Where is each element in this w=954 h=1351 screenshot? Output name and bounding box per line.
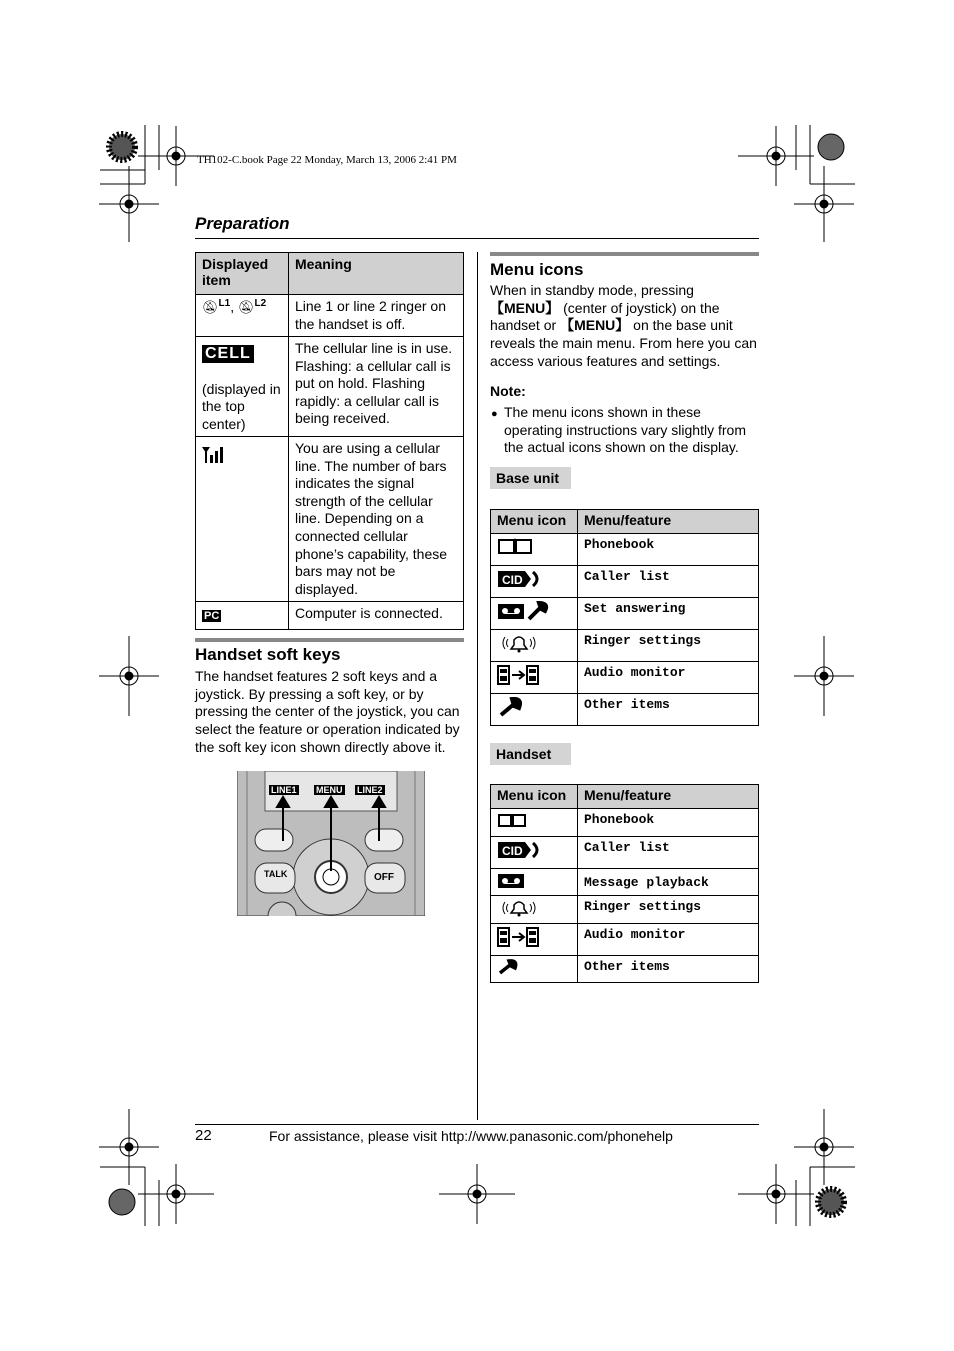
menu-key-text: MENU [504, 299, 546, 316]
page-number: 22 [195, 1127, 212, 1144]
feature-name: Other items [578, 956, 759, 983]
table-row [491, 534, 759, 566]
feature-name: Caller list [578, 566, 759, 598]
menu-key-text-2: MENU [574, 317, 616, 334]
off-key-label: OFF [374, 872, 394, 883]
table-row [491, 837, 759, 869]
ringer-settings-icon [497, 633, 541, 653]
bullet-icon: ● [491, 408, 498, 420]
handset-label: Handset [490, 743, 571, 765]
line2-key-label: LINE2 [357, 785, 383, 795]
header-menu-icon: Menu icon [491, 510, 578, 534]
signal-bars-icon [202, 445, 226, 465]
section-rule [490, 252, 759, 256]
header-rule [195, 238, 759, 239]
pc-icon: PC [204, 610, 220, 623]
caller-list-icon [497, 840, 541, 860]
header-menu-icon: Menu icon [491, 785, 578, 809]
footer-rule [195, 1124, 759, 1125]
other-items-icon [497, 697, 527, 717]
table-row [491, 924, 759, 956]
feature-name: Caller list [578, 837, 759, 869]
phonebook-icon [497, 812, 527, 828]
cid-text: CID [502, 573, 523, 587]
feature-name: Audio monitor [578, 662, 759, 694]
section-title: Preparation [195, 214, 290, 233]
table-row [491, 956, 759, 983]
header-menu-feature: Menu/feature [578, 785, 759, 809]
message-playback-icon [497, 873, 525, 889]
intro-text-3: on the base unit reveals the main menu. From here you can access various features and settings. [490, 317, 757, 369]
item-note: (displayed in the top center) [202, 380, 281, 432]
table-row [196, 337, 464, 437]
talk-key-label: TALK [264, 869, 288, 879]
header-displayed-item: Displayed item [196, 253, 289, 295]
phonebook-icon [497, 537, 533, 555]
header-meaning: Meaning [289, 253, 464, 295]
table-row [196, 437, 464, 602]
feature-name: Other items [578, 694, 759, 726]
table-row [491, 566, 759, 598]
handset-illustration [237, 771, 425, 916]
line2-label: L2 [254, 298, 267, 309]
other-items-icon [497, 959, 521, 975]
print-header: TH102-C.book Page 22 Monday, March 13, 2006 2:41 PM [197, 154, 457, 166]
line1-key-label: LINE1 [271, 785, 297, 795]
display-items-table [195, 252, 464, 630]
base-unit-label: Base unit [490, 467, 571, 489]
meaning-text: You are using a cellular line. The number of bars indicates the signal strength of the cellular line. Depending on a connected cellular phone’s capability, these bars may not be displayed. [289, 437, 464, 602]
table-row [491, 869, 759, 896]
feature-name: Ringer settings [578, 630, 759, 662]
meaning-text: The cellular line is in use. Flashing: a cellular call is put on hold. Flashing rapidly: a cellular call is being received. [289, 337, 464, 437]
base-unit-menu-table [490, 509, 759, 726]
table-row [196, 295, 464, 337]
feature-name: Audio monitor [578, 924, 759, 956]
caller-list-icon [497, 569, 541, 589]
menu-key-label: MENU [316, 785, 343, 795]
cid-text: CID [502, 844, 523, 858]
cell-icon: CELL [202, 345, 254, 363]
audio-monitor-icon [497, 665, 541, 685]
note-label: Note: [490, 383, 526, 399]
menu-key-ref: 【MENU】 [490, 299, 560, 316]
ringer-settings-icon [497, 899, 541, 917]
menu-icons-intro [490, 282, 762, 371]
footer-text: For assistance, please visit http://www.panasonic.com/phonehelp [269, 1128, 673, 1144]
set-answering-icon [497, 601, 553, 621]
feature-name: Set answering [578, 598, 759, 630]
ringer-off-line-icons: 🔕︎$^{L1}$, 🔕︎$^{L2}$ [196, 295, 289, 337]
table-row [196, 602, 464, 630]
menu-key-ref-2: 【MENU】 [560, 317, 630, 334]
meaning-text: Computer is connected. [289, 602, 464, 630]
table-row [491, 694, 759, 726]
intro-text-2: (center of joystick) on the handset or [490, 299, 720, 334]
audio-monitor-icon [497, 927, 541, 947]
menu-icons-heading: Menu icons [490, 260, 584, 279]
column-divider [477, 252, 478, 1120]
section-rule [195, 638, 464, 642]
feature-name: Ringer settings [578, 896, 759, 924]
line1-label: L1 [218, 298, 231, 309]
table-row [491, 630, 759, 662]
table-row [491, 896, 759, 924]
feature-name: Phonebook [578, 809, 759, 837]
table-row [491, 662, 759, 694]
soft-keys-heading: Handset soft keys [195, 645, 341, 664]
feature-name: Message playback [578, 869, 759, 896]
table-row [491, 809, 759, 837]
handset-menu-table [490, 784, 759, 983]
note-text: The menu icons shown in these operating instructions vary slightly from the actual icons shown on the display. [504, 404, 746, 456]
feature-name: Phonebook [578, 534, 759, 566]
intro-text-1: When in standby mode, pressing [490, 282, 694, 298]
soft-keys-body: The handset features 2 soft keys and a joystick. By pressing a soft key, or by pressing the center of the joystick, you can select the feature or operation indicated by the soft key icon shown directly above it. [195, 668, 460, 755]
header-menu-feature: Menu/feature [578, 510, 759, 534]
meaning-text: Line 1 or line 2 ringer on the handset is off. [289, 295, 464, 337]
table-row [491, 598, 759, 630]
